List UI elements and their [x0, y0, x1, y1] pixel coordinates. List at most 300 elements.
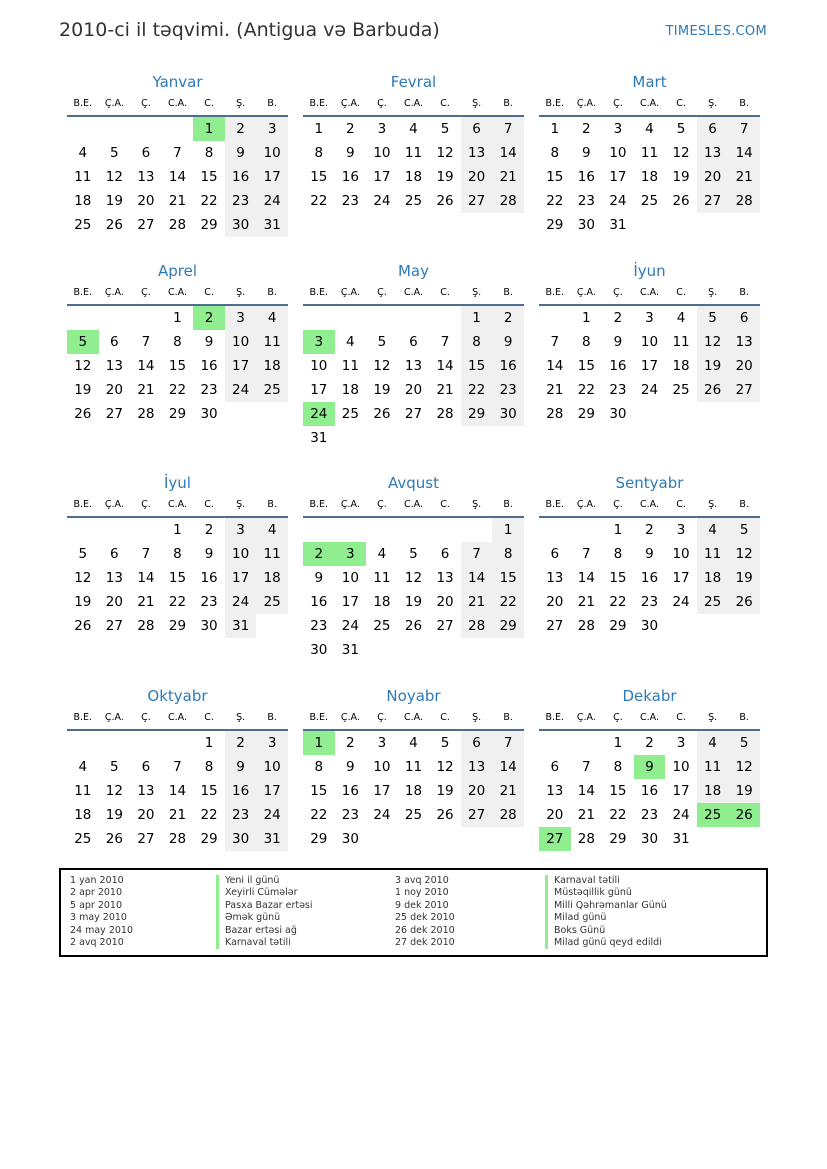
weekday-label: B.E. — [73, 712, 93, 723]
day-cell: 23 — [640, 594, 659, 610]
weekday-label: Ş. — [236, 287, 246, 298]
day-cell: 4 — [409, 735, 418, 751]
day-cell: 8 — [314, 759, 324, 775]
weekday-label: C. — [676, 98, 686, 109]
day-cell: 27 — [105, 406, 123, 422]
day-cell: 9 — [582, 145, 591, 161]
weekday-label: C. — [440, 287, 450, 298]
weekday-label: B.E. — [73, 287, 93, 298]
legend-dates-right — [395, 875, 455, 949]
day-cell: 12 — [74, 570, 92, 586]
legend-names-right — [545, 875, 667, 949]
day-cell: 29 — [546, 217, 564, 233]
day-cell: 28 — [492, 189, 524, 213]
day-cell: 31 — [256, 827, 288, 851]
day-grid — [303, 731, 524, 851]
day-cell: 9 — [346, 145, 355, 161]
day-cell: 9 — [225, 141, 257, 165]
month-name: Mart — [632, 73, 667, 91]
day-cell: 15 — [168, 358, 187, 374]
day-cell: 10 — [373, 145, 391, 161]
day-cell: 6 — [550, 546, 560, 562]
day-cell: 27 — [461, 803, 493, 827]
legend-holiday: Xeyirli Cümələr — [216, 887, 313, 899]
day-cell: 21 — [168, 807, 187, 823]
day-cell: 15 — [310, 169, 328, 185]
day-cell: 16 — [225, 165, 257, 189]
day-cell: 12 — [728, 755, 760, 779]
day-grid — [67, 518, 288, 638]
day-cell: 12 — [436, 759, 454, 775]
legend-holiday: Əmək günü — [216, 912, 313, 924]
empty-cell — [539, 306, 571, 330]
month-name: Yanvar — [152, 73, 203, 91]
day-cell: 31 — [310, 430, 328, 446]
day-cell: 26 — [373, 406, 391, 422]
day-cell: 24 — [256, 189, 288, 213]
day-cell: 7 — [141, 546, 151, 562]
day-cell: 7 — [582, 546, 591, 562]
day-cell: 19 — [373, 382, 391, 398]
weekday-label: Ç.A. — [104, 98, 124, 109]
day-cell: 23 — [310, 618, 328, 634]
weekday-label: Ç. — [613, 287, 623, 298]
weekday-header — [539, 706, 760, 731]
weekday-label: C.A. — [403, 98, 423, 109]
day-cell: 26 — [672, 193, 690, 209]
day-cell: 15 — [577, 358, 595, 374]
day-cell: 10 — [225, 330, 257, 354]
day-cell: 23 — [640, 807, 659, 823]
day-cell: 31 — [225, 614, 257, 638]
day-cell: 2 — [346, 735, 355, 751]
day-cell: 17 — [640, 358, 659, 374]
weekday-label: B.E. — [309, 287, 329, 298]
weekday-header — [539, 92, 760, 117]
legend-date: 25 dek 2010 — [395, 912, 455, 924]
weekday-label: Ç.A. — [576, 712, 596, 723]
holiday-day-cell: 3 — [303, 330, 335, 354]
day-cell: 11 — [341, 358, 359, 374]
weekday-label: B. — [739, 712, 749, 723]
day-cell: 28 — [436, 406, 454, 422]
day-cell: 17 — [373, 169, 391, 185]
day-cell: 28 — [168, 217, 187, 233]
day-cell: 1 — [173, 522, 182, 538]
day-cell: 5 — [377, 334, 387, 350]
weekday-header — [539, 281, 760, 306]
day-cell: 12 — [373, 358, 391, 374]
legend-holiday: Milad günü — [545, 912, 667, 924]
day-cell: 22 — [546, 193, 564, 209]
empty-cell — [99, 518, 131, 542]
month-block — [539, 261, 760, 426]
day-cell: 22 — [168, 594, 187, 610]
day-grid — [67, 731, 288, 851]
legend-date: 3 may 2010 — [70, 912, 127, 924]
day-cell: 20 — [436, 594, 454, 610]
day-cell: 13 — [546, 783, 564, 799]
day-cell: 4 — [676, 310, 686, 326]
day-cell: 5 — [676, 121, 686, 137]
day-cell: 21 — [436, 382, 454, 398]
holiday-day-cell: 25 — [697, 803, 729, 827]
day-cell: 5 — [440, 121, 450, 137]
day-cell: 3 — [256, 731, 288, 755]
day-cell: 22 — [200, 193, 218, 209]
weekday-label: Ç. — [141, 499, 151, 510]
legend-holiday: Karnaval tətili — [216, 937, 313, 949]
weekday-label: B.E. — [545, 712, 565, 723]
day-cell: 25 — [373, 618, 391, 634]
day-cell: 17 — [310, 382, 328, 398]
empty-cell — [571, 731, 603, 755]
day-cell: 30 — [492, 402, 524, 426]
weekday-label: Ç.A. — [340, 98, 360, 109]
day-cell: 17 — [225, 566, 257, 590]
weekday-label: C. — [676, 712, 686, 723]
day-cell: 21 — [492, 165, 524, 189]
day-cell: 2 — [225, 731, 257, 755]
day-cell: 7 — [550, 334, 560, 350]
day-cell: 2 — [204, 522, 214, 538]
weekday-label: Ş. — [708, 287, 718, 298]
day-cell: 16 — [310, 594, 328, 610]
day-cell: 14 — [492, 141, 524, 165]
day-cell: 10 — [256, 141, 288, 165]
day-cell: 2 — [225, 117, 257, 141]
day-cell: 21 — [577, 807, 595, 823]
month-block — [539, 72, 760, 237]
weekday-label: Ç. — [141, 712, 151, 723]
weekday-label: B. — [267, 287, 277, 298]
weekday-label: Ç.A. — [576, 499, 596, 510]
day-cell: 26 — [697, 378, 729, 402]
day-cell: 25 — [672, 382, 690, 398]
empty-cell — [162, 731, 194, 755]
day-cell: 18 — [256, 566, 288, 590]
day-cell: 21 — [492, 779, 524, 803]
empty-cell — [130, 731, 162, 755]
month-name: Oktyabr — [147, 687, 208, 705]
weekday-label: Ş. — [472, 98, 482, 109]
day-cell: 24 — [640, 382, 659, 398]
day-cell: 11 — [697, 755, 729, 779]
weekday-label: B.E. — [309, 499, 329, 510]
day-cell: 9 — [204, 334, 214, 350]
day-cell: 30 — [200, 406, 218, 422]
day-cell: 2 — [613, 310, 623, 326]
weekday-label: C.A. — [639, 712, 659, 723]
weekday-label: C.A. — [403, 712, 423, 723]
day-cell: 5 — [409, 546, 418, 562]
weekday-label: C.A. — [167, 98, 187, 109]
month-block — [303, 261, 524, 450]
day-cell: 24 — [672, 807, 690, 823]
weekday-label: Ş. — [472, 499, 482, 510]
day-cell: 29 — [310, 831, 328, 847]
day-cell: 20 — [461, 779, 493, 803]
day-cell: 23 — [341, 807, 359, 823]
day-cell: 13 — [728, 330, 760, 354]
day-cell: 1 — [582, 310, 591, 326]
day-cell: 25 — [404, 807, 423, 823]
day-cell: 7 — [173, 759, 182, 775]
day-cell: 18 — [74, 193, 92, 209]
empty-cell — [130, 117, 162, 141]
legend-holiday: Bazar ertəsi ağ — [216, 925, 313, 937]
weekday-label: C.A. — [639, 98, 659, 109]
day-cell: 21 — [168, 193, 187, 209]
day-cell: 18 — [341, 382, 359, 398]
day-cell: 7 — [582, 759, 591, 775]
day-cell: 8 — [550, 145, 560, 161]
day-cell: 16 — [225, 779, 257, 803]
day-cell: 1 — [550, 121, 560, 137]
day-cell: 14 — [436, 358, 454, 374]
day-cell: 28 — [492, 803, 524, 827]
day-cell: 20 — [137, 193, 155, 209]
day-cell: 25 — [697, 590, 729, 614]
holiday-legend — [59, 868, 768, 957]
day-cell: 6 — [409, 334, 418, 350]
day-cell: 9 — [492, 330, 524, 354]
day-cell: 13 — [137, 783, 155, 799]
day-cell: 5 — [697, 306, 729, 330]
day-cell: 19 — [728, 566, 760, 590]
day-cell: 5 — [110, 759, 119, 775]
weekday-label: Ç.A. — [340, 287, 360, 298]
day-cell: 2 — [645, 735, 654, 751]
weekday-label: Ş. — [708, 499, 718, 510]
day-cell: 7 — [173, 145, 182, 161]
day-cell: 13 — [137, 169, 155, 185]
day-cell: 22 — [310, 193, 328, 209]
day-cell: 29 — [200, 217, 218, 233]
day-cell: 7 — [440, 334, 450, 350]
day-cell: 10 — [341, 570, 359, 586]
day-cell: 29 — [609, 831, 627, 847]
day-cell: 7 — [728, 117, 760, 141]
day-cell: 10 — [310, 358, 328, 374]
month-block — [539, 473, 760, 638]
day-cell: 26 — [436, 807, 454, 823]
day-grid — [539, 518, 760, 638]
day-cell: 10 — [640, 334, 659, 350]
day-cell: 3 — [225, 518, 257, 542]
day-cell: 1 — [613, 735, 623, 751]
day-cell: 16 — [640, 783, 659, 799]
day-cell: 29 — [609, 618, 627, 634]
day-cell: 16 — [341, 783, 359, 799]
weekday-label: Ç. — [377, 287, 387, 298]
day-cell: 15 — [200, 169, 218, 185]
day-cell: 18 — [404, 169, 423, 185]
day-cell: 15 — [546, 169, 564, 185]
day-cell: 12 — [728, 542, 760, 566]
weekday-label: Ş. — [472, 287, 482, 298]
day-cell: 19 — [672, 169, 690, 185]
day-cell: 20 — [105, 382, 123, 398]
day-cell: 3 — [377, 121, 387, 137]
day-cell: 8 — [314, 145, 324, 161]
day-cell: 13 — [105, 358, 123, 374]
legend-holiday: Milli Qəhrəmanlar Günü — [545, 900, 667, 912]
day-cell: 24 — [672, 594, 690, 610]
weekday-label: C.A. — [403, 287, 423, 298]
day-cell: 17 — [373, 783, 391, 799]
month-name: İyul — [164, 474, 191, 492]
weekday-label: B. — [267, 98, 277, 109]
day-cell: 14 — [577, 570, 595, 586]
day-cell: 30 — [200, 618, 218, 634]
weekday-header — [303, 92, 524, 117]
day-cell: 18 — [404, 783, 423, 799]
day-grid — [539, 117, 760, 237]
day-cell: 31 — [256, 213, 288, 237]
day-cell: 23 — [200, 594, 218, 610]
legend-date: 24 may 2010 — [70, 924, 134, 936]
month-block — [303, 686, 524, 851]
month-name: Avqust — [388, 474, 439, 492]
day-cell: 16 — [640, 570, 659, 586]
legend-date: 26 dek 2010 — [395, 924, 455, 936]
day-cell: 21 — [137, 382, 155, 398]
day-cell: 1 — [314, 121, 324, 137]
day-cell: 15 — [168, 570, 187, 586]
weekday-label: C. — [440, 712, 450, 723]
day-cell: 11 — [74, 783, 92, 799]
day-cell: 4 — [645, 121, 654, 137]
day-cell: 18 — [672, 358, 690, 374]
day-cell: 27 — [436, 618, 454, 634]
day-cell: 18 — [640, 169, 659, 185]
day-cell: 11 — [697, 542, 729, 566]
day-cell: 23 — [225, 189, 257, 213]
day-cell: 3 — [676, 735, 686, 751]
day-cell: 23 — [225, 803, 257, 827]
day-cell: 19 — [74, 594, 92, 610]
day-cell: 12 — [697, 330, 729, 354]
day-cell: 24 — [225, 378, 257, 402]
day-cell: 6 — [461, 117, 493, 141]
holiday-day-cell: 26 — [728, 803, 760, 827]
weekday-label: Ç.A. — [104, 712, 124, 723]
day-cell: 13 — [404, 358, 423, 374]
month-block — [67, 261, 288, 426]
day-cell: 3 — [256, 117, 288, 141]
day-cell: 12 — [404, 570, 423, 586]
legend-holiday: Boks Günü — [545, 925, 667, 937]
empty-cell — [99, 306, 131, 330]
day-cell: 28 — [168, 831, 187, 847]
day-cell: 28 — [577, 831, 595, 847]
day-cell: 29 — [168, 618, 187, 634]
holiday-day-cell: 27 — [539, 827, 571, 851]
day-cell: 2 — [346, 121, 355, 137]
weekday-label: Ç.A. — [340, 712, 360, 723]
empty-cell — [130, 306, 162, 330]
day-cell: 30 — [640, 618, 659, 634]
day-cell: 24 — [373, 807, 391, 823]
page-title: 2010-ci il təqvimi. (Antigua və Barbuda) — [59, 19, 440, 41]
weekday-label: Ş. — [236, 499, 246, 510]
day-cell: 24 — [225, 590, 257, 614]
weekday-label: B.E. — [545, 98, 565, 109]
day-cell: 16 — [341, 169, 359, 185]
month-block — [67, 473, 288, 638]
day-cell: 15 — [609, 783, 627, 799]
day-cell: 3 — [225, 306, 257, 330]
weekday-label: C. — [204, 98, 214, 109]
weekday-label: Ç. — [613, 712, 623, 723]
day-cell: 12 — [436, 145, 454, 161]
day-cell: 10 — [373, 759, 391, 775]
day-cell: 28 — [461, 614, 493, 638]
holiday-day-cell: 2 — [193, 306, 225, 330]
weekday-label: B.E. — [309, 712, 329, 723]
day-cell: 2 — [582, 121, 591, 137]
empty-cell — [303, 518, 335, 542]
day-cell: 4 — [697, 518, 729, 542]
day-cell: 8 — [173, 334, 182, 350]
day-cell: 20 — [546, 807, 564, 823]
day-cell: 6 — [141, 759, 151, 775]
weekday-label: Ç. — [377, 499, 387, 510]
day-cell: 21 — [546, 382, 564, 398]
weekday-label: Ç.A. — [576, 287, 596, 298]
empty-cell — [67, 306, 99, 330]
weekday-label: C.A. — [167, 499, 187, 510]
day-cell: 31 — [341, 642, 359, 658]
day-cell: 20 — [461, 165, 493, 189]
weekday-label: C. — [676, 287, 686, 298]
day-cell: 21 — [461, 590, 493, 614]
day-cell: 14 — [492, 755, 524, 779]
day-cell: 20 — [137, 807, 155, 823]
brand-link[interactable]: TIMESLES.COM — [665, 24, 767, 39]
weekday-label: Ş. — [708, 712, 718, 723]
weekday-header — [539, 493, 760, 518]
weekday-label: Ş. — [708, 98, 718, 109]
day-cell: 14 — [137, 358, 155, 374]
day-cell: 10 — [672, 759, 690, 775]
day-cell: 25 — [341, 406, 359, 422]
month-name: Dekabr — [622, 687, 677, 705]
day-cell: 31 — [672, 831, 690, 847]
day-cell: 25 — [256, 378, 288, 402]
weekday-label: C.A. — [403, 499, 423, 510]
weekday-header — [67, 706, 288, 731]
day-cell: 4 — [78, 759, 88, 775]
day-cell: 14 — [168, 783, 187, 799]
day-cell: 6 — [550, 759, 560, 775]
empty-cell — [398, 518, 430, 542]
day-cell: 27 — [404, 406, 423, 422]
day-cell: 4 — [409, 121, 418, 137]
day-cell: 19 — [404, 594, 423, 610]
weekday-label: C. — [204, 499, 214, 510]
weekday-header — [67, 493, 288, 518]
day-cell: 15 — [609, 570, 627, 586]
legend-date: 1 yan 2010 — [70, 875, 124, 886]
weekday-header — [303, 281, 524, 306]
day-cell: 25 — [640, 193, 659, 209]
weekday-label: B. — [739, 98, 749, 109]
day-cell: 11 — [74, 169, 92, 185]
month-block — [303, 473, 524, 662]
day-cell: 19 — [436, 169, 454, 185]
